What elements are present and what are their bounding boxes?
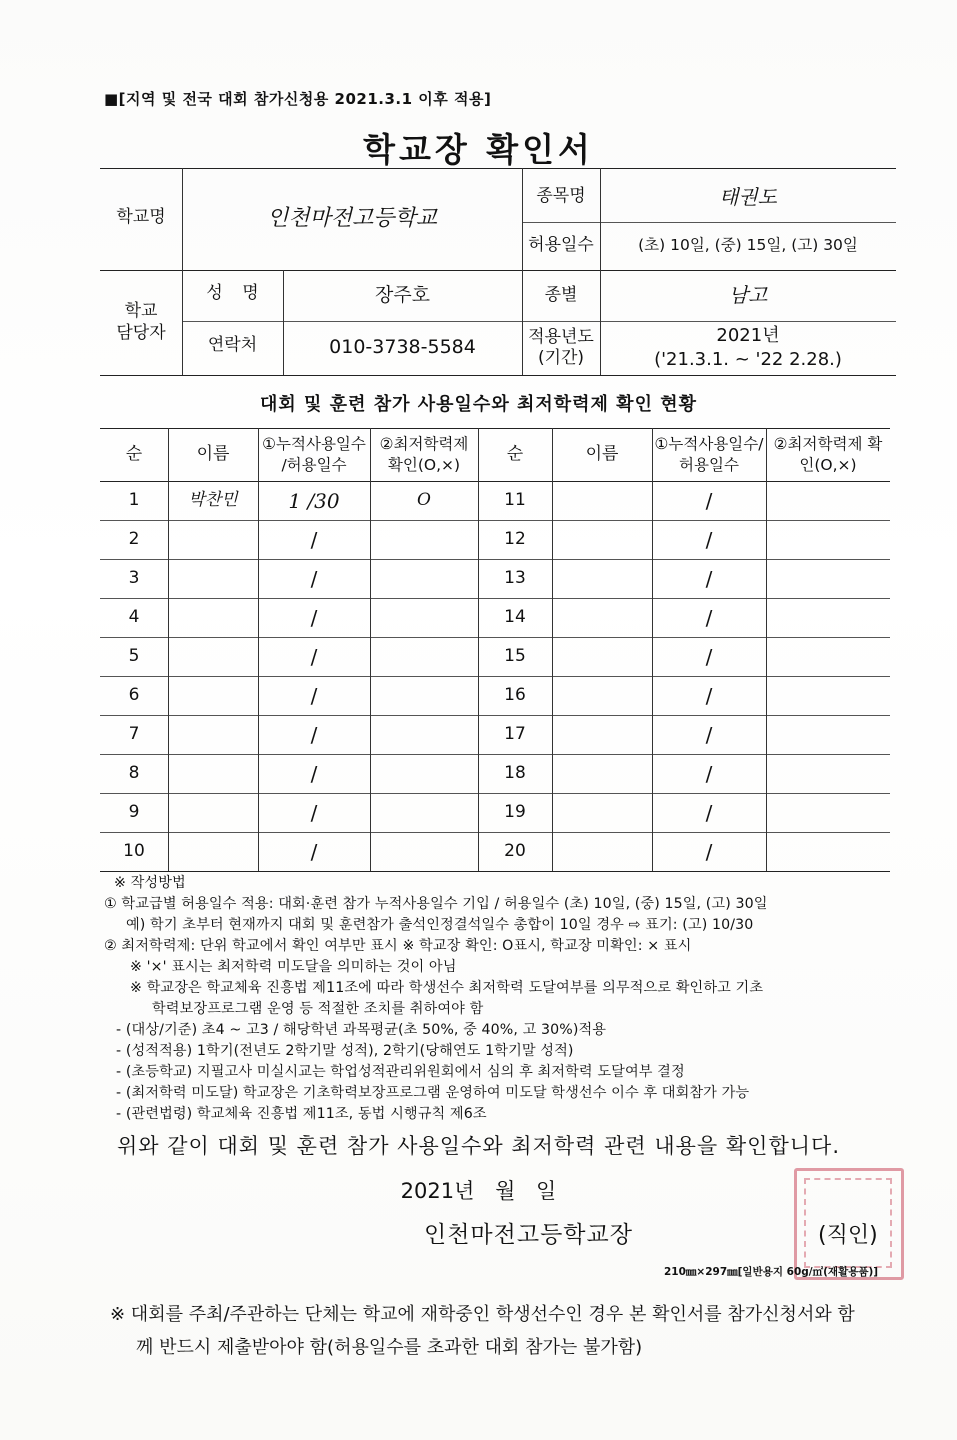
table-cell-check2 (766, 520, 890, 559)
table-cell-no: 4 (128, 607, 140, 628)
note-line: ※ 작성방법 (114, 875, 186, 891)
table-cell-name2 (552, 598, 652, 637)
table-cell-no2: 19 (504, 802, 526, 823)
table-cell-no2: 14 (504, 607, 526, 628)
table-header-cell: 이름 (585, 444, 619, 465)
table-header-cell: ②최저학력제 확인(O,×) (773, 435, 883, 474)
contact-label: 연락처 (207, 335, 258, 356)
table-cell-no: 7 (128, 724, 140, 745)
table-cell-check (370, 832, 478, 871)
table-cell-name2 (552, 559, 652, 598)
table-cell-check2 (766, 481, 890, 520)
table-cell-check (370, 559, 478, 598)
days-label: 허용일수 (528, 235, 594, 256)
table-cell-days: / (310, 683, 318, 708)
table-cell-no: 10 (123, 841, 145, 862)
table-cell-check (370, 637, 478, 676)
footer-line: 께 반드시 제출받아야 함(허용일수를 초과한 대회 참가는 불가함) (136, 1337, 643, 1358)
period-value: ('21.3.1. ~ '22 2.28.) (654, 349, 842, 370)
name-value: 장주호 (374, 283, 431, 306)
table-cell-no2: 12 (504, 529, 526, 550)
section-title: 대회 및 훈련 참가 사용일수와 최저학력제 확인 현황 (259, 394, 697, 415)
table-cell-no2: 20 (504, 841, 526, 862)
table-cell-name2 (552, 637, 652, 676)
note-line: 예) 학기 초부터 현재까지 대회 및 훈련참가 출석인정결석일수 총합이 10일 경우 ⇨ 표기: (고) 10/30 (126, 917, 754, 933)
seal-label: (직인) (818, 1223, 878, 1248)
note-line: ※ '×' 표시는 최저학력 미도달을 의미하는 것이 아님 (130, 959, 457, 975)
table-cell-days: 1 /30 (288, 488, 340, 513)
table-cell-name2 (552, 481, 652, 520)
issue-date: 2021년 월 일 (400, 1179, 557, 1203)
table-cell-no: 6 (128, 685, 140, 706)
table-cell-days: / (310, 800, 318, 825)
contact-value: 010-3738-5584 (329, 336, 476, 359)
table-cell-name2 (552, 832, 652, 871)
table-cell-name2 (552, 520, 652, 559)
table-cell-check: O (417, 490, 431, 511)
table-cell-name (168, 676, 258, 715)
table-cell-check (370, 715, 478, 754)
table-cell-name (168, 832, 258, 871)
sport-value: 태권도 (719, 184, 777, 209)
table-header-cell: ①누적사용일수 /허용일수 (262, 435, 366, 474)
table-header-cell: 이름 (196, 444, 230, 465)
year-label: 적용년도 (기간) (528, 326, 594, 368)
table-cell-days: / (310, 566, 318, 591)
table-cell-name: 박찬민 (188, 490, 238, 511)
table-cell-days2: / (705, 488, 713, 513)
table-cell-days2: / (705, 644, 713, 669)
table-cell-check (370, 598, 478, 637)
footer-line: ※ 대회를 주최/주관하는 단체는 학교에 재학중인 학생선수인 경우 본 확인서를 참가신청서와 함 (110, 1304, 855, 1325)
table-cell-days2: / (705, 722, 713, 747)
table-cell-name2 (552, 754, 652, 793)
footer-note (110, 1298, 910, 1364)
table-cell-no2: 18 (504, 763, 526, 784)
principal-name: 인천마전고등학교장 (424, 1222, 633, 1248)
table-cell-days: / (310, 722, 318, 747)
table-cell-days: / (310, 644, 318, 669)
table-cell-no2: 15 (504, 646, 526, 667)
table-cell-name (168, 598, 258, 637)
table-cell-days2: / (705, 839, 713, 864)
table-cell-no2: 11 (504, 490, 526, 511)
note-line: - (대상/기준) 초4 ~ 고3 / 해당학년 과목평균(초 50%, 중 40%, 고 30%)적용 (116, 1022, 607, 1038)
name-label: 성 명 (206, 283, 259, 304)
table-cell-check2 (766, 754, 890, 793)
table-cell-check2 (766, 559, 890, 598)
note-line: ① 학교급별 허용일수 적용: 대회·훈련 참가 누적사용일수 기입 / 허용일수 (초) 10일, (중) 15일, (고) 30일 (104, 896, 768, 912)
days-value: (초) 10일, (중) 15일, (고) 30일 (638, 236, 858, 255)
table-cell-no2: 13 (504, 568, 526, 589)
school-label: 학교명 (116, 207, 166, 228)
table-cell-days2: / (705, 605, 713, 630)
table-cell-name (168, 754, 258, 793)
table-cell-name (168, 520, 258, 559)
table-row-line (100, 871, 890, 872)
table-cell-name2 (552, 676, 652, 715)
table-cell-check2 (766, 637, 890, 676)
table-cell-no: 5 (128, 646, 140, 667)
page-title: 학교장 확인서 (363, 130, 594, 169)
table-cell-no2: 16 (504, 685, 526, 706)
table-cell-check2 (766, 715, 890, 754)
table-header-cell: ②최저학력제 확인(O,×) (379, 435, 469, 474)
table-cell-no: 2 (128, 529, 140, 550)
table-cell-no: 3 (128, 568, 140, 589)
table-header-cell: ①누적사용일수/ 허용일수 (654, 435, 764, 474)
year-value-block (600, 324, 896, 372)
sport-label: 종목명 (536, 186, 586, 207)
table-cell-days2: / (705, 527, 713, 552)
table-cell-check2 (766, 832, 890, 871)
table-cell-days: / (310, 839, 318, 864)
info-border-bottom (100, 375, 896, 376)
table-cell-days2: / (705, 761, 713, 786)
table-cell-days: / (310, 761, 318, 786)
table-cell-check2 (766, 676, 890, 715)
header-note: ■[지역 및 전국 대회 참가신청용 2021.3.1 이후 적용] (104, 90, 492, 108)
type-value: 남고 (728, 283, 768, 307)
table-cell-name2 (552, 715, 652, 754)
table-cell-days2: / (705, 683, 713, 708)
manager-label: 학교 담당자 (116, 301, 166, 343)
table-cell-no: 1 (128, 490, 140, 511)
note-line: ② 최저학력제: 단위 학교에서 확인 여부만 표시 ※ 학교장 확인: O표시, 학교장 미확인: × 표시 (104, 938, 692, 954)
table-header-cell: 순 (125, 444, 143, 465)
table-cell-name (168, 793, 258, 832)
school-value: 인천마전고등학교 (266, 206, 438, 232)
table-cell-name2 (552, 793, 652, 832)
paper-spec: 210㎜×297㎜[일반용지 60g/㎡(재활용품)] (664, 1266, 879, 1278)
table-cell-no2: 17 (504, 724, 526, 745)
note-line: - (초등학교) 지필고사 미실시교는 학업성적관리위원회에서 심의 후 최저학력 도달여부 결정 (116, 1064, 685, 1080)
table-cell-no: 8 (128, 763, 140, 784)
table-cell-days2: / (705, 566, 713, 591)
table-cell-name (168, 715, 258, 754)
year-value: 2021년 (716, 325, 780, 346)
table-cell-no: 9 (128, 802, 140, 823)
table-cell-name (168, 559, 258, 598)
note-line: - (성적적용) 1학기(전년도 2학기말 성적), 2학기(당해연도 1학기말 성적) (116, 1043, 574, 1059)
confirm-statement: 위와 같이 대회 및 훈련 참가 사용일수와 최저학력 관련 내용을 확인합니다. (116, 1134, 840, 1158)
note-line: - (최저학력 미도달) 학교장은 기초학력보장프로그램 운영하여 미도달 학생선수 이수 후 대회참가 가능 (116, 1085, 750, 1101)
table-header-cell: 순 (506, 444, 524, 465)
table-cell-check2 (766, 598, 890, 637)
instructions (104, 873, 904, 1125)
note-line: 학력보장프로그램 운영 등 적절한 조치를 취하여야 함 (152, 1001, 484, 1017)
table-cell-check (370, 793, 478, 832)
table-cell-days2: / (705, 800, 713, 825)
note-line: ※ 학교장은 학교체육 진흥법 제11조에 따라 학생선수 최저학력 도달여부를 의무적으로 확인하고 기초 (130, 980, 764, 996)
table-cell-check (370, 520, 478, 559)
table-cell-days: / (310, 605, 318, 630)
table-cell-check2 (766, 793, 890, 832)
table-cell-days: / (310, 527, 318, 552)
type-label: 종별 (544, 284, 578, 305)
table-cell-check (370, 676, 478, 715)
table-cell-check (370, 754, 478, 793)
note-line: - (관련법령) 학교체육 진흥법 제11조, 동법 시행규칙 제6조 (116, 1106, 487, 1122)
table-cell-name (168, 637, 258, 676)
